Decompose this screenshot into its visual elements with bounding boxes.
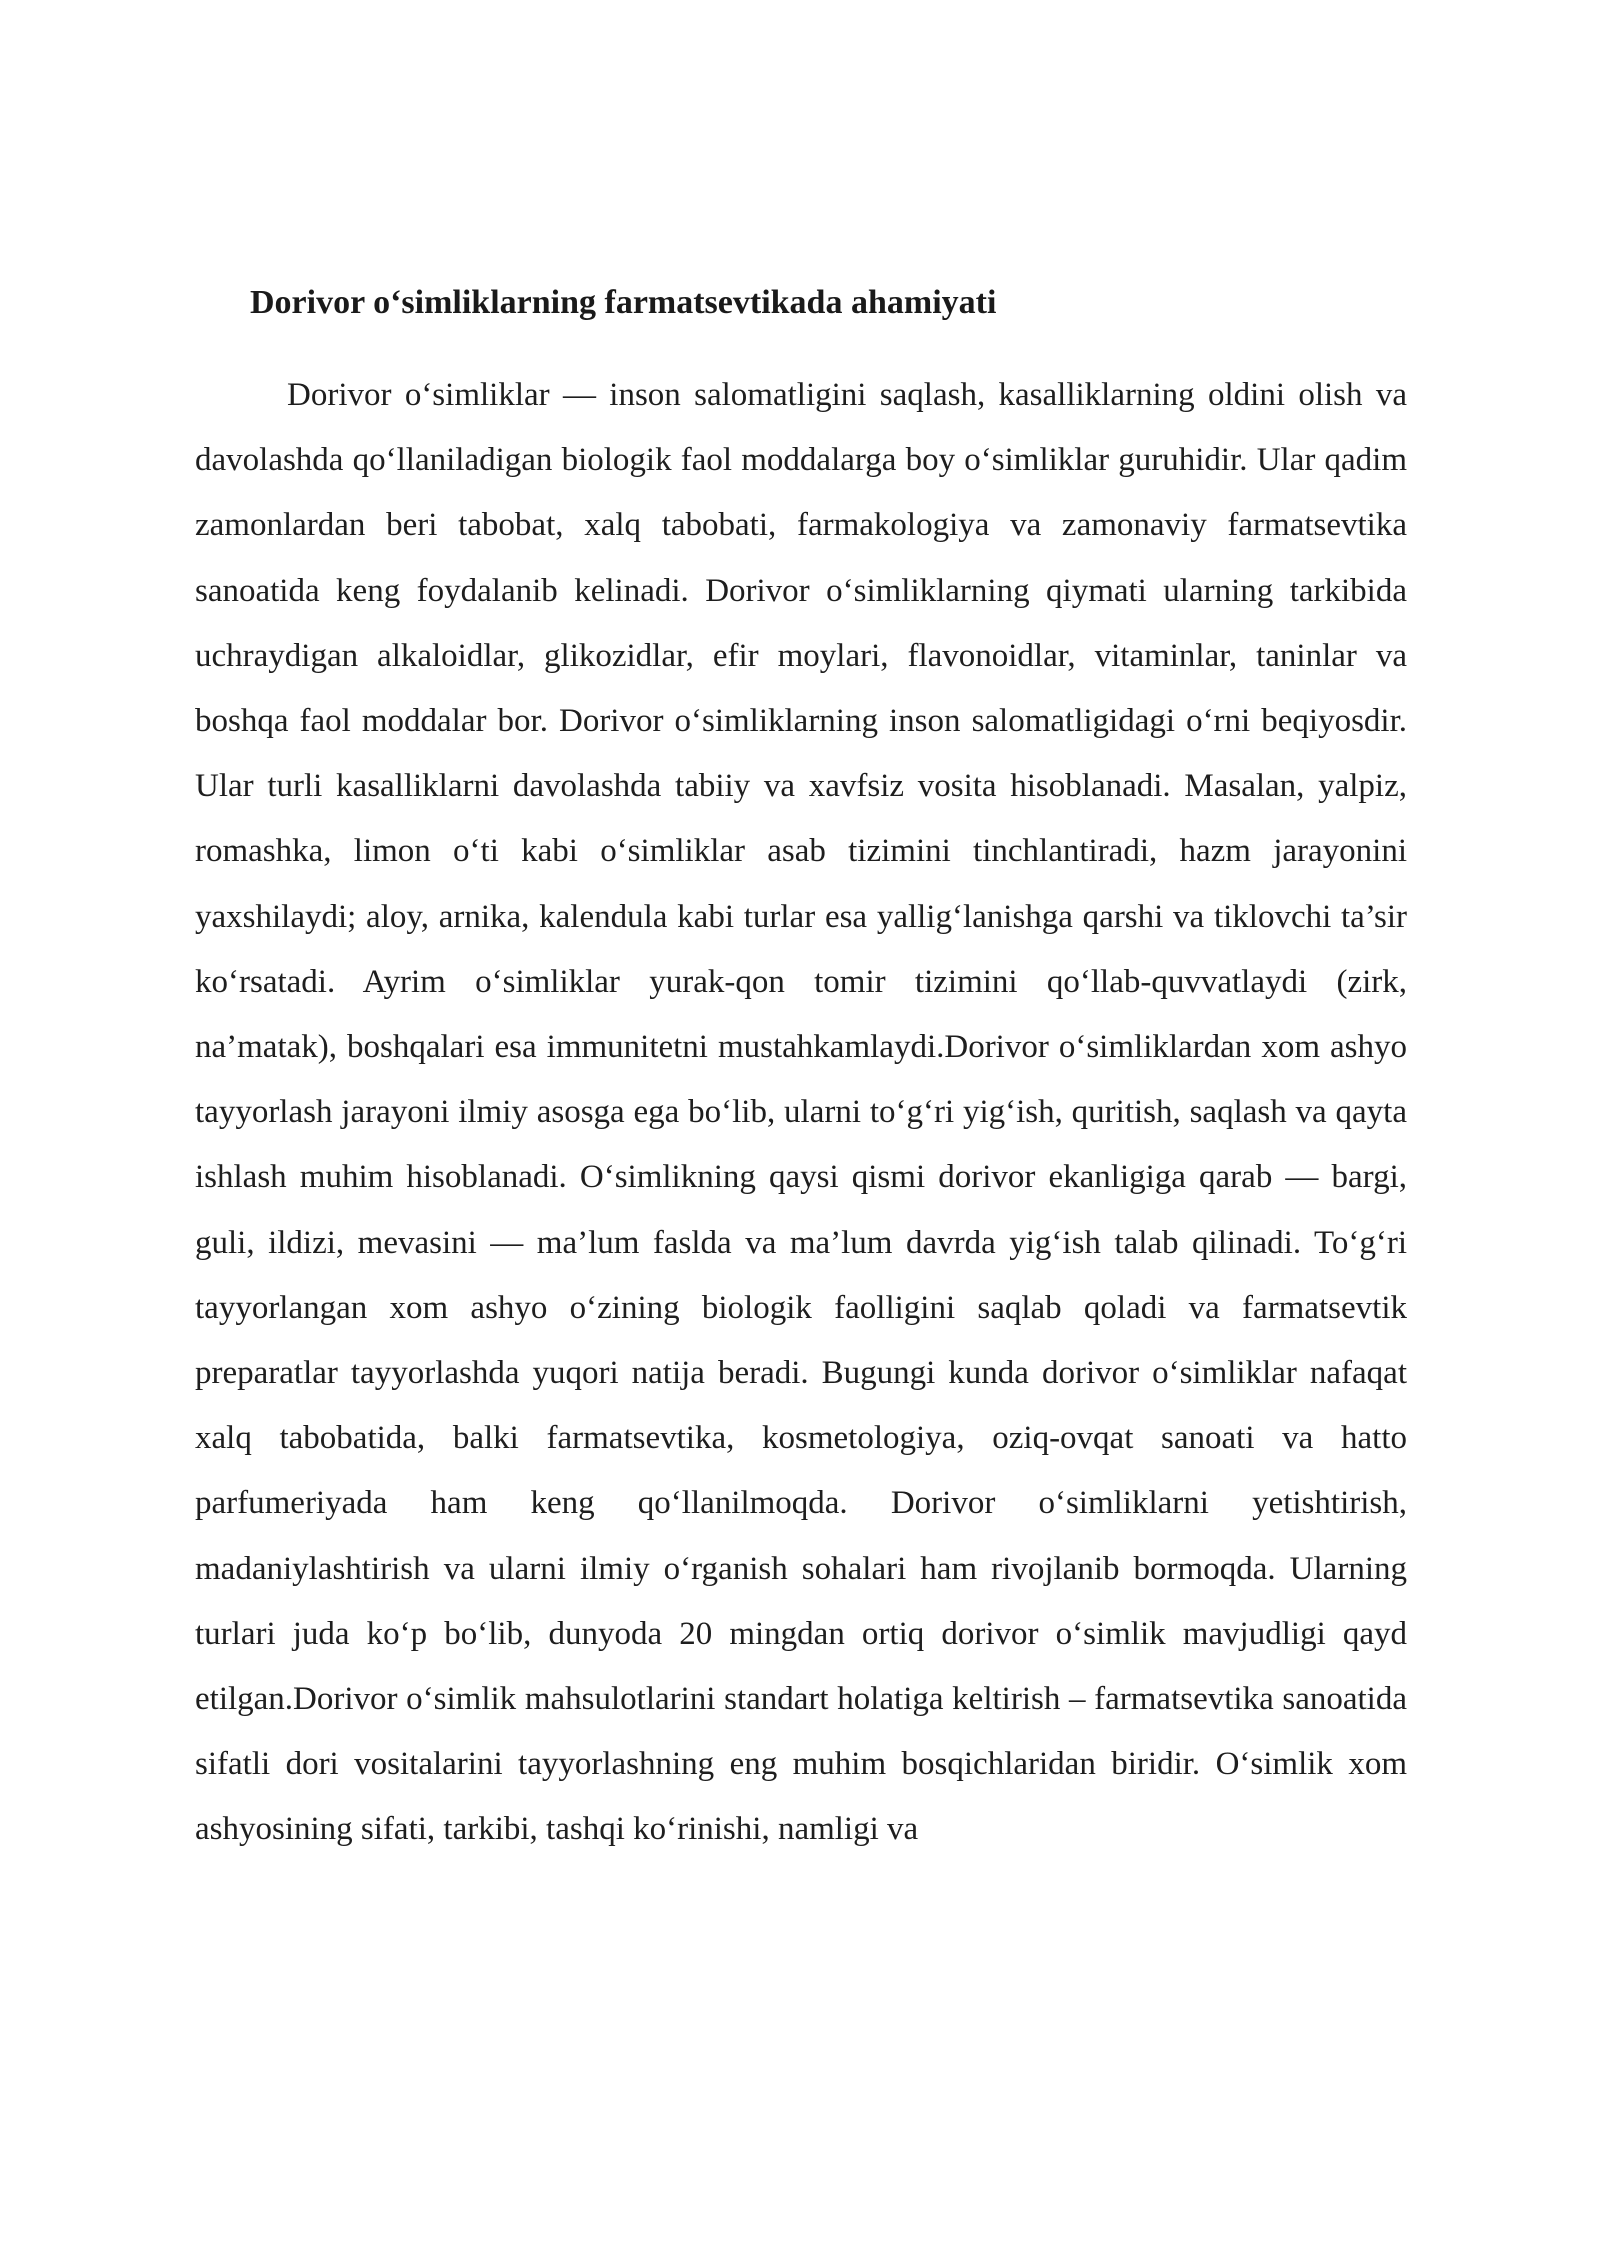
body-paragraph: Dorivor o‘simliklar — inson salomatligini saqlash, kasalliklarning oldini olish va davolashda qo‘llaniladigan biologik faol moddalarga boy o‘simliklar guruhidir. Ular qadim zamonlardan beri tabobat, xalq tabobati, farmakologiya va zamonaviy farmatsevtika sanoatida keng foydalanib kelinadi. Dorivor o‘simliklarning qiymati ularning tarkibida uchraydigan alkaloidlar, glikozidlar, efir moylari, flavonoidlar, vitaminlar, taninlar va boshqa faol moddalar bor. Dorivor o‘simliklarning inson salomatligidagi o‘rni beqiyosdir. Ular turli kasalliklarni davolashda tabiiy va xavfsiz vosita hisoblanadi. Masalan, yalpiz, romashka, limon o‘ti kabi o‘simliklar asab tizimini tinchlantiradi, hazm jarayonini yaxshilaydi; aloy, arnika, kalendula kabi turlar esa yallig‘lanishga qarshi va tiklovchi ta’sir ko‘rsatadi. Ayrim o‘simliklar yurak-qon tomir tizimini qo‘llab-quvvatlaydi (zirk, na’matak), boshqalari esa immunitetni mustahkamlaydi.Dorivor o‘simliklardan xom ashyo tayyorlash jarayoni ilmiy asosga ega bo‘lib, ularni to‘g‘ri yig‘ish, quritish, saqlash va qayta ishlash muhim hisoblanadi. O‘simlikning qaysi qismi dorivor ekanligiga qarab — bargi, guli, ildizi, mevasini — ma’lum faslda va ma’lum davrda yig‘ish talab qilinadi. To‘g‘ri tayyorlangan xom ashyo o‘zining biologik faolligini saqlab qoladi va farmatsevtik preparatlar tayyorlashda yuqori natija beradi. Bugungi kunda dorivor o‘simliklar nafaqat xalq tabobatida, balki farmatsevtika, kosmetologiya, oziq-ovqat sanoati va hatto parfumeriyada ham keng qo‘llanilmoqda. Dorivor o‘simliklarni yetishtirish, madaniylashtirish va ularni ilmiy o‘rganish sohalari ham rivojlanib bormoqda. Ularning turlari juda ko‘p bo‘lib, dunyoda 20 mingdan ortiq dorivor o‘simlik mavjudligi qayd etilgan.Dorivor o‘simlik mahsulotlarini standart holatiga keltirish – farmatsevtika sanoatida sifatli dori vositalarini tayyorlashning eng muhim bosqichlaridan biridir. O‘simlik xom ashyosining sifati, tarkibi, tashqi ko‘rinishi, namligi va — [195, 377, 1407, 1848]
document-title: Dorivor o‘simliklarning farmatsevtikada ahamiyati — [250, 284, 997, 321]
